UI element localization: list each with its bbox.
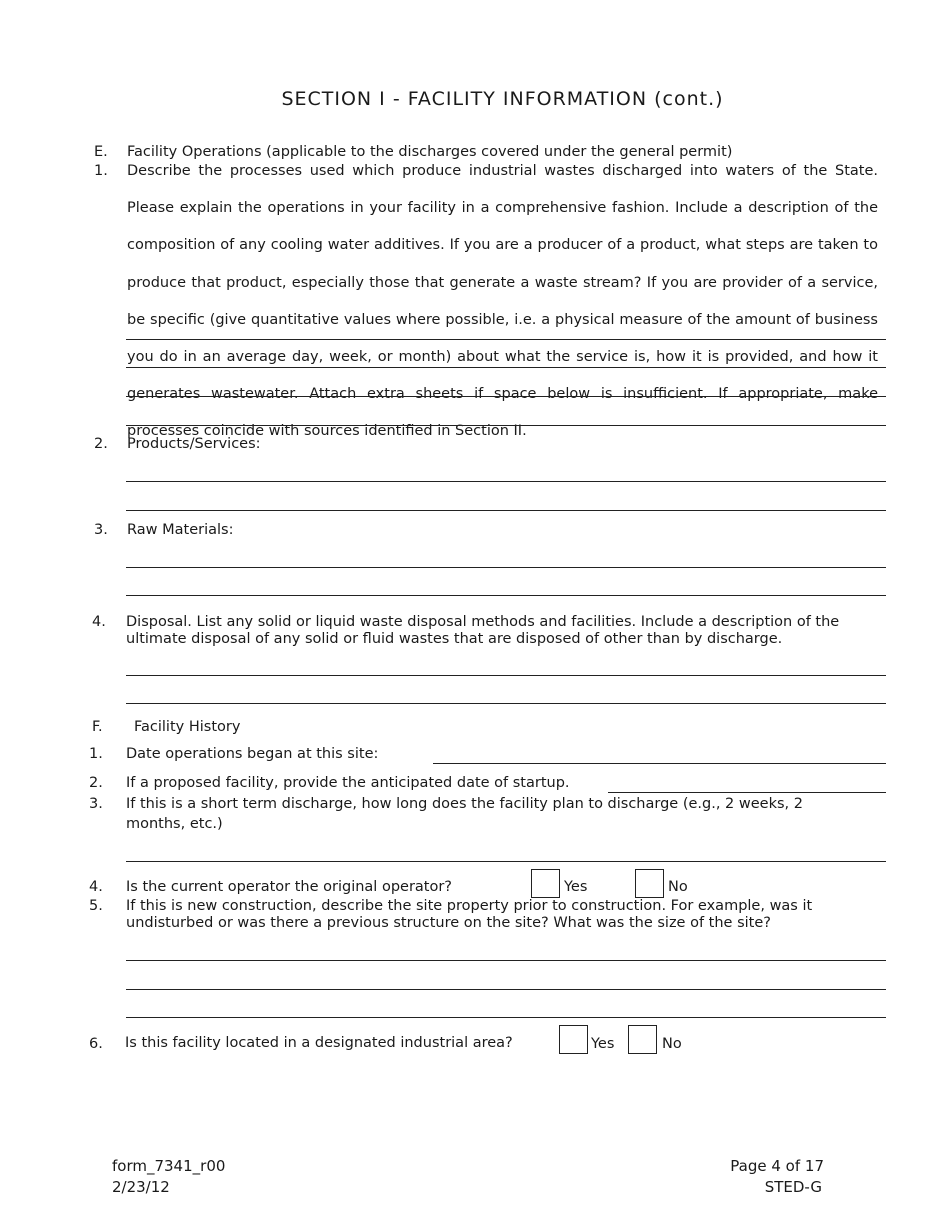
footer-form-id: form_7341_r00 (112, 1157, 226, 1175)
e2-answer-line[interactable] (126, 481, 886, 482)
f4-yes-checkbox[interactable] (531, 869, 560, 898)
f4-no-label: No (668, 879, 688, 895)
e3-answer-line[interactable] (126, 567, 886, 568)
e1-answer-line[interactable] (126, 396, 886, 397)
f5-answer-line[interactable] (126, 960, 886, 961)
section-f-letter: F. (92, 719, 103, 735)
f6-yes-label: Yes (591, 1036, 615, 1052)
e3-answer-line[interactable] (126, 595, 886, 596)
section-f-heading: Facility History (134, 719, 241, 735)
f5-number: 5. (89, 898, 103, 914)
section-e-letter: E. (94, 144, 108, 160)
footer-date: 2/23/12 (112, 1178, 170, 1196)
e2-label: Products/Services: (127, 436, 261, 452)
e4-answer-line[interactable] (126, 703, 886, 704)
e2-answer-line[interactable] (126, 510, 886, 511)
f4-yes-label: Yes (564, 879, 588, 895)
f3-line1: If this is a short term discharge, how long does the facility plan to discharge (e.g., 2 weeks, 2 (126, 796, 803, 812)
f5-line1: If this is new construction, describe the site property prior to construction. For example, was it (126, 898, 813, 914)
f6-yes-checkbox[interactable] (559, 1025, 588, 1054)
f3-line2: months, etc.) (126, 816, 223, 832)
e1-line: be specific (give quantitative values where possible, i.e. a physical measure of the amount of business (127, 311, 878, 328)
f2-number: 2. (89, 775, 103, 791)
f3-number: 3. (89, 796, 103, 812)
f5-answer-line[interactable] (126, 989, 886, 990)
f6-no-checkbox[interactable] (628, 1025, 657, 1054)
e3-number: 3. (94, 522, 108, 538)
e4-line2: ultimate disposal of any solid or fluid wastes that are disposed of other than by discharge. (126, 631, 783, 647)
f6-number: 6. (89, 1036, 103, 1052)
e1-line: Describe the processes used which produce industrial wastes discharged into waters of the State. (127, 163, 878, 179)
e4-number: 4. (92, 614, 106, 630)
page-title: SECTION I - FACILITY INFORMATION (cont.) (281, 88, 724, 110)
e1-line: composition of any cooling water additives. If you are a producer of a product, what steps are taken to (127, 237, 878, 254)
f5-line2: undisturbed or was there a previous structure on the site? What was the size of the site? (126, 915, 771, 931)
f4-no-checkbox[interactable] (635, 869, 664, 898)
f6-no-label: No (662, 1036, 682, 1052)
f1-answer-line[interactable] (433, 763, 886, 764)
e1-line: generates wastewater. Attach extra sheets if space below is insufficient. If appropriate, make (127, 386, 878, 403)
e2-number: 2. (94, 436, 108, 452)
f3-answer-line[interactable] (126, 861, 886, 862)
e1-line: produce that product, especially those that generate a waste stream? If you are provider of a service, (127, 274, 878, 291)
e1-answer-line[interactable] (126, 339, 886, 340)
e1-answer-line[interactable] (126, 425, 886, 426)
e1-line: you do in an average day, week, or month) about what the service is, how it is provided, and how it (127, 348, 878, 365)
f4-number: 4. (89, 879, 103, 895)
f5-answer-line[interactable] (126, 1017, 886, 1018)
e1-answer-line[interactable] (126, 367, 886, 368)
e3-label: Raw Materials: (127, 522, 234, 538)
e4-line1: Disposal. List any solid or liquid waste disposal methods and facilities. Include a description of the (126, 614, 840, 630)
e4-answer-line[interactable] (126, 675, 886, 676)
e1-line: Please explain the operations in your facility in a comprehensive fashion. Include a description of the (127, 200, 878, 217)
f6-label: Is this facility located in a designated industrial area? (125, 1035, 513, 1051)
e1-line-last: processes coincide with sources identified in Section II. (127, 423, 527, 440)
f2-answer-line[interactable] (608, 792, 886, 793)
e1-number: 1. (94, 163, 108, 179)
footer-page-number: Page 4 of 17 (730, 1157, 824, 1175)
footer-code: STED-G (764, 1178, 822, 1196)
f1-number: 1. (89, 746, 103, 762)
f1-label: Date operations began at this site: (126, 746, 379, 762)
e1-description (127, 162, 878, 441)
section-e-heading: Facility Operations (applicable to the discharges covered under the general permit) (127, 144, 733, 160)
f2-label: If a proposed facility, provide the anticipated date of startup. (126, 775, 570, 791)
f4-label: Is the current operator the original operator? (126, 879, 453, 895)
